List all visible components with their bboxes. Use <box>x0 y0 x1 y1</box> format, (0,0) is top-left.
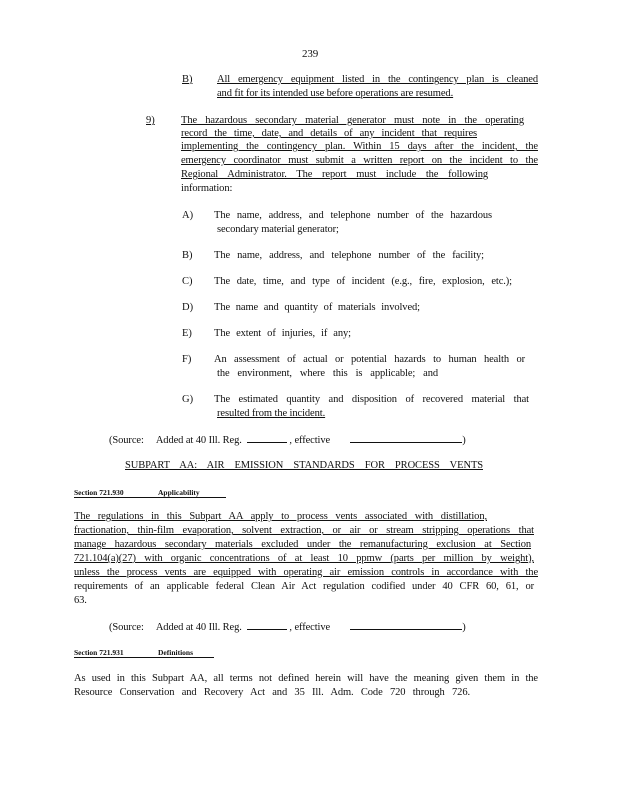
subitem-f-label: F) <box>182 354 192 365</box>
subitem-f-line-2: the environment, where this is applicable; and <box>217 368 438 379</box>
subitem-e-label: E) <box>182 328 192 339</box>
page-number: 239 <box>302 48 319 60</box>
item-b-label: B) <box>182 74 193 85</box>
subpart-heading: SUBPART AA: AIR EMISSION STANDARDS FOR PROCESS VENTS <box>125 460 483 471</box>
item-9-label: 9) <box>146 115 155 126</box>
section-931-number: Section 721.931 <box>74 648 124 657</box>
subitem-b-line-1: The name, address, and telephone number of the facility; <box>214 250 484 261</box>
subitem-c-line-1: The date, time, and type of incident (e.g., fire, explosion, etc.); <box>214 276 512 287</box>
item-9-line-1: The hazardous secondary material generator must note in the operating <box>181 115 524 126</box>
item-9-line-5: Regional Administrator. The report must include the following <box>181 169 488 180</box>
item-b-line-1: All emergency equipment listed in the contingency plan is cleaned <box>217 74 538 85</box>
source-text: Added at 40 Ill. Reg. <box>155 622 242 633</box>
section-931-title: Definitions <box>158 648 194 657</box>
item-9-line-6: information: <box>181 183 233 194</box>
source-prefix: (Source: <box>109 435 144 446</box>
subitem-c-label: C) <box>182 276 193 287</box>
source-suffix: ) <box>462 435 466 446</box>
definitions-line-1: As used in this Subpart AA, all terms not defined herein will have the meaning given them in the <box>74 673 538 684</box>
definitions-line-2: Resource Conservation and Recovery Act and 35 Ill. Adm. Code 720 through 726. <box>74 687 470 698</box>
item-9-line-4: emergency coordinator must submit a written report on the incident to the <box>181 155 538 166</box>
subitem-g-label: G) <box>182 394 194 405</box>
subitem-g-line-1: The estimated quantity and disposition of recovered material that <box>214 394 529 405</box>
applicability-line-1: The regulations in this Subpart AA apply to process vents associated with distillation, <box>74 511 487 522</box>
section-930-number: Section 721.930 <box>74 488 124 497</box>
applicability-line-5: unless the process vents are equipped with operating air emission controls in accordance with the <box>74 567 538 578</box>
source-blank-date <box>350 433 462 443</box>
source-note-1 <box>109 433 466 448</box>
subitem-e-line-1: The extent of injuries, if any; <box>214 328 351 339</box>
subitem-d-label: D) <box>182 302 194 313</box>
subitem-f-line-1: An assessment of actual or potential hazards to human health or <box>214 354 525 365</box>
source-suffix: ) <box>462 622 466 633</box>
source-blank-date <box>350 620 462 630</box>
source-text: Added at 40 Ill. Reg. <box>155 435 242 446</box>
source-blank-reg <box>247 620 287 630</box>
source-prefix: (Source: <box>109 622 144 633</box>
subitem-a-label: A) <box>182 210 194 221</box>
source-mid: , effective <box>289 435 331 446</box>
applicability-line-4: 721.104(a)(27) with organic concentrations of at least 10 ppmw (parts per million by weight), <box>74 553 534 564</box>
applicability-line-6: requirements of an applicable federal Clean Air Act regulation codified under 40 CFR 60, 61, or <box>74 581 534 592</box>
section-931-rule <box>74 657 214 658</box>
item-9-line-3: implementing the contingency plan. Within 15 days after the incident, the <box>181 141 538 152</box>
subitem-a-line-1: The name, address, and telephone number of the hazardous <box>214 210 492 221</box>
item-9-line-2: record the time, date, and details of any incident that requires <box>181 128 477 139</box>
section-930-rule <box>74 497 226 498</box>
source-blank-reg <box>247 433 287 443</box>
applicability-line-3: manage hazardous secondary materials excluded under the remanufacturing exclusion at Section <box>74 539 531 550</box>
applicability-line-2: fractionation, thin-film evaporation, solvent extraction, or air or stream stripping operations that <box>74 525 534 536</box>
subitem-g-line-2: resulted from the incident. <box>217 408 326 419</box>
applicability-line-7: 63. <box>74 595 87 606</box>
source-mid: , effective <box>289 622 331 633</box>
subitem-a-line-2: secondary material generator; <box>217 224 339 235</box>
subitem-b-label: B) <box>182 250 193 261</box>
subitem-d-line-1: The name and quantity of materials involved; <box>214 302 420 313</box>
section-930-title: Applicability <box>158 488 200 497</box>
source-note-2 <box>109 620 466 635</box>
item-b-line-2: and fit for its intended use before operations are resumed. <box>217 88 454 99</box>
